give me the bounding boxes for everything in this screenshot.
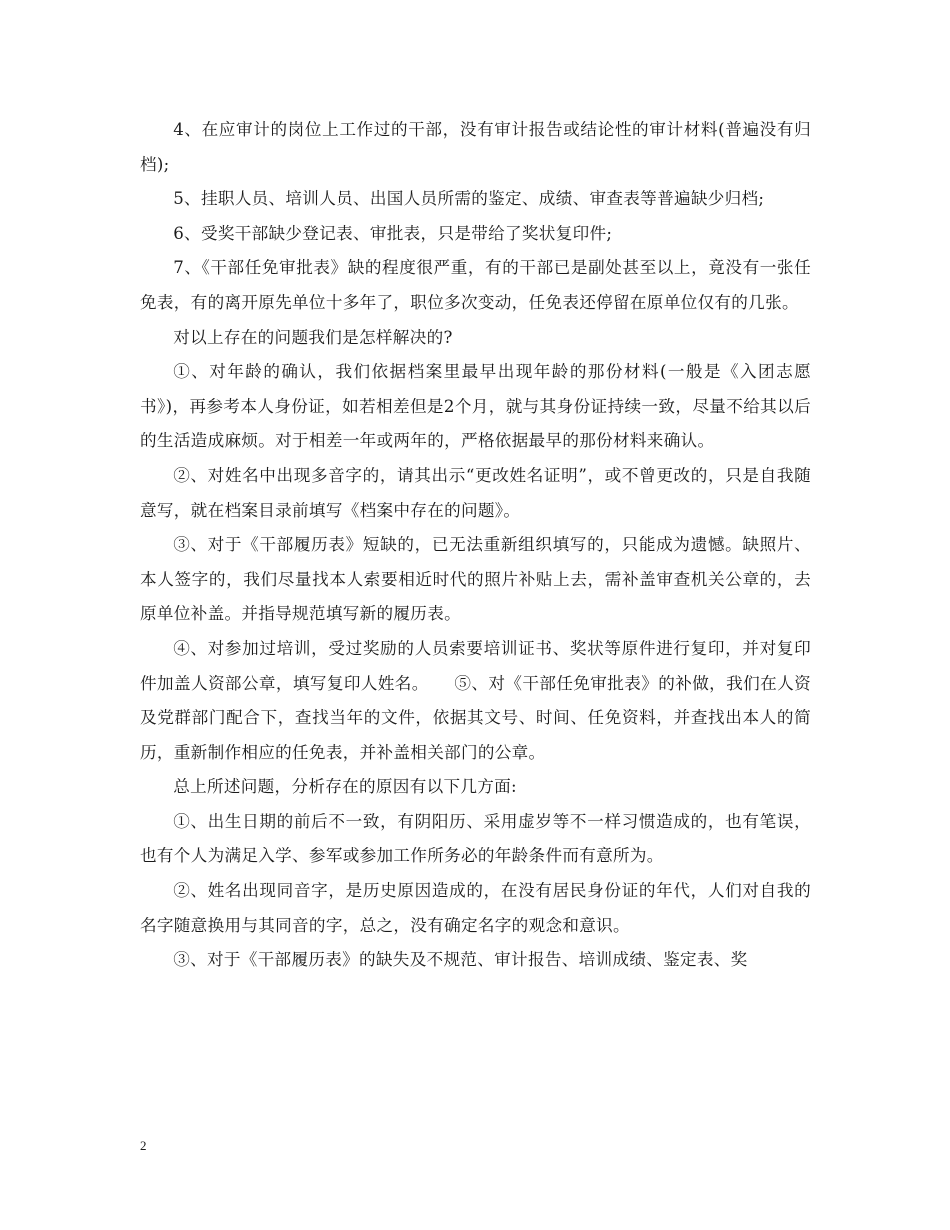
page-number: 2 [140, 1138, 147, 1153]
paragraph-item-4-audit: 4、在应审计的岗位上工作过的干部，没有审计报告或结论性的审计材料(普遍没有归档); [140, 120, 811, 174]
paragraph-cause-homophone: ②、姓名出现同音字，是历史原因造成的，在没有居民身份证的年代，人们对自我的名字随意换用与其同音的字，总之，没有确定名字的观念和意识。 [140, 881, 811, 935]
paragraph-solution-resume: ③、对于《干部履历表》短缺的，已无法重新组织填写的，只能成为遗憾。缺照片、本人签字的，我们尽量找本人索要相近时代的照片补贴上去，需补盖审查机关公章的，去原单位补盖。并指导规范填写新的履历表。 [140, 535, 811, 624]
paragraph-item-6-awards: 6、受奖干部缺少登记表、审批表，只是带给了奖状复印件; [173, 223, 613, 243]
paragraph-solution-name: ②、对姓名中出现多音字的，请其出示“更改姓名证明”，或不曾更改的，只是自我随意写，就在档案目录前填写《档案中存在的问题》。 [140, 465, 811, 520]
paragraph-cause-birthdate: ①、出生日期的前后不一致，有阴阳历、采用虚岁等不一样习惯造成的，也有笔误，也有个人为满足入学、参军或参加工作所务必的年龄条件而有意所为。 [140, 811, 811, 866]
paragraph-solution-age: ①、对年龄的确认，我们依据档案里最早出现年龄的那份材料(一般是《入团志愿书》)，再参考本人身份证，如若相差但是2个月，就与其身份证持续一致，尽量不给其以后的生活造成麻烦。对于相差一年或两年的，严格依据最早的那份材料来确认。 [140, 362, 811, 451]
paragraph-item-5-secondment: 5、挂职人员、培训人员、出国人员所需的鉴定、成绩、审查表等普遍缺少归档; [173, 189, 765, 209]
paragraph-cause-missing-records: ③、对于《干部履历表》的缺失及不规范、审计报告、培训成绩、鉴定表、奖 [173, 950, 748, 970]
paragraph-cause-heading: 总上所述问题，分析存在的原因有以下几方面: [173, 777, 517, 797]
document-body [140, 113, 811, 978]
paragraph-solution-training: ④、对参加过培训，受过奖励的人员索要培训证书、奖状等原件进行复印，并对复印件加盖人资部公章，填写复印人姓名。 ⑤、对《干部任免审批表》的补做，我们在人资及党群部门配合下，查找当年的文件，依据其文号、时间、任免资料，并查找出本人的简历，重新制作相应的任免表，并补盖相关部门的公章。 [140, 638, 811, 762]
paragraph-solution-heading: 对以上存在的问题我们是怎样解决的? [173, 327, 453, 347]
paragraph-item-7-appointment: 7、《干部任免审批表》缺的程度很严重，有的干部已是副处甚至以上，竟没有一张任免表，有的离开原先单位十多年了，职位多次变动，任免表还停留在原单位仅有的几张。 [140, 258, 811, 312]
